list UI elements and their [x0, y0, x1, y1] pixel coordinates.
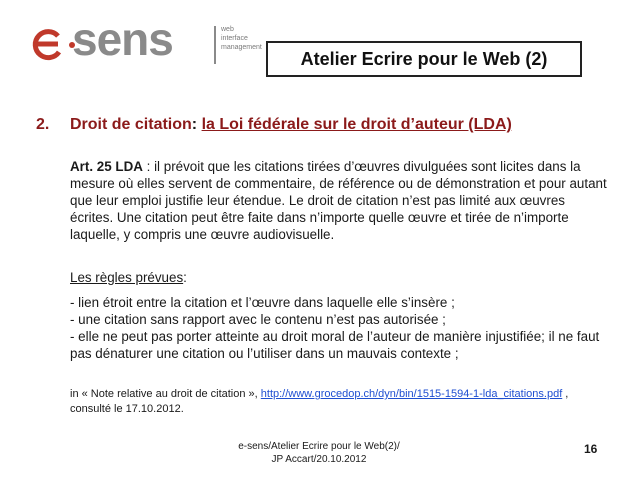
slide-title: Atelier Ecrire pour le Web (2) [266, 41, 582, 77]
logo-swirl-icon [28, 26, 66, 62]
list-item: - une citation sans rapport avec le contenu n’est pas autorisée ; [70, 312, 446, 327]
logo-word: sens [72, 13, 173, 65]
slide-footer: e-sens/Atelier Ecrire pour le Web(2)/ JP Accart/20.10.2012 [238, 441, 400, 465]
logo-divider [214, 26, 216, 64]
source-link[interactable]: http://www.grocedop.ch/dyn/bin/1515-1594-1-lda_citations.pdf [260, 388, 563, 400]
list-item: - lien étroit entre la citation et l’œuvre dans laquelle elle s’insère ; [70, 295, 455, 310]
article-reference: Art. 25 LDA [70, 159, 143, 174]
section-number: 2. [36, 116, 50, 133]
article-text: : il prévoit que les citations tirées d’œuvres divulguées sont licites dans la mesure où elles servent de commentaire, de référence ou de démonstration et pour autant que leur emploi justifie leur étendue. Le droit de citation n’est pas limité aux œuvres écrites. Une citation peut être faite dans n’importe quelle œuvre et tirée de n’importe laquelle, y compris une œuvre audiovisuelle. [70, 159, 607, 242]
article-paragraph [70, 158, 610, 243]
section-heading: 2. Droit de citation: la Loi fédérale sur le droit d’auteur (LDA) [36, 116, 512, 133]
law-title: la Loi fédérale sur le droit d’auteur (LDA) [201, 116, 512, 133]
rules-list [70, 294, 610, 362]
list-item: - elle ne peut pas porter atteinte au droit moral de l’auteur de manière injustifiée; il ne faut pas dénaturer une citation ou l’utiliser dans un mauvais contexte ; [70, 329, 600, 361]
logo-tagline: web interface management [221, 26, 262, 51]
page-number: 16 [584, 442, 598, 456]
section-title: Droit de citation [70, 116, 192, 133]
rules-heading: Les règles prévues: [70, 270, 187, 285]
source-citation: in « Note relative au droit de citation », http://www.grocedop.ch/dyn/bin/1515-1594-1-lda_citations.pdf , consulté le 17.10.2012. [70, 388, 569, 415]
